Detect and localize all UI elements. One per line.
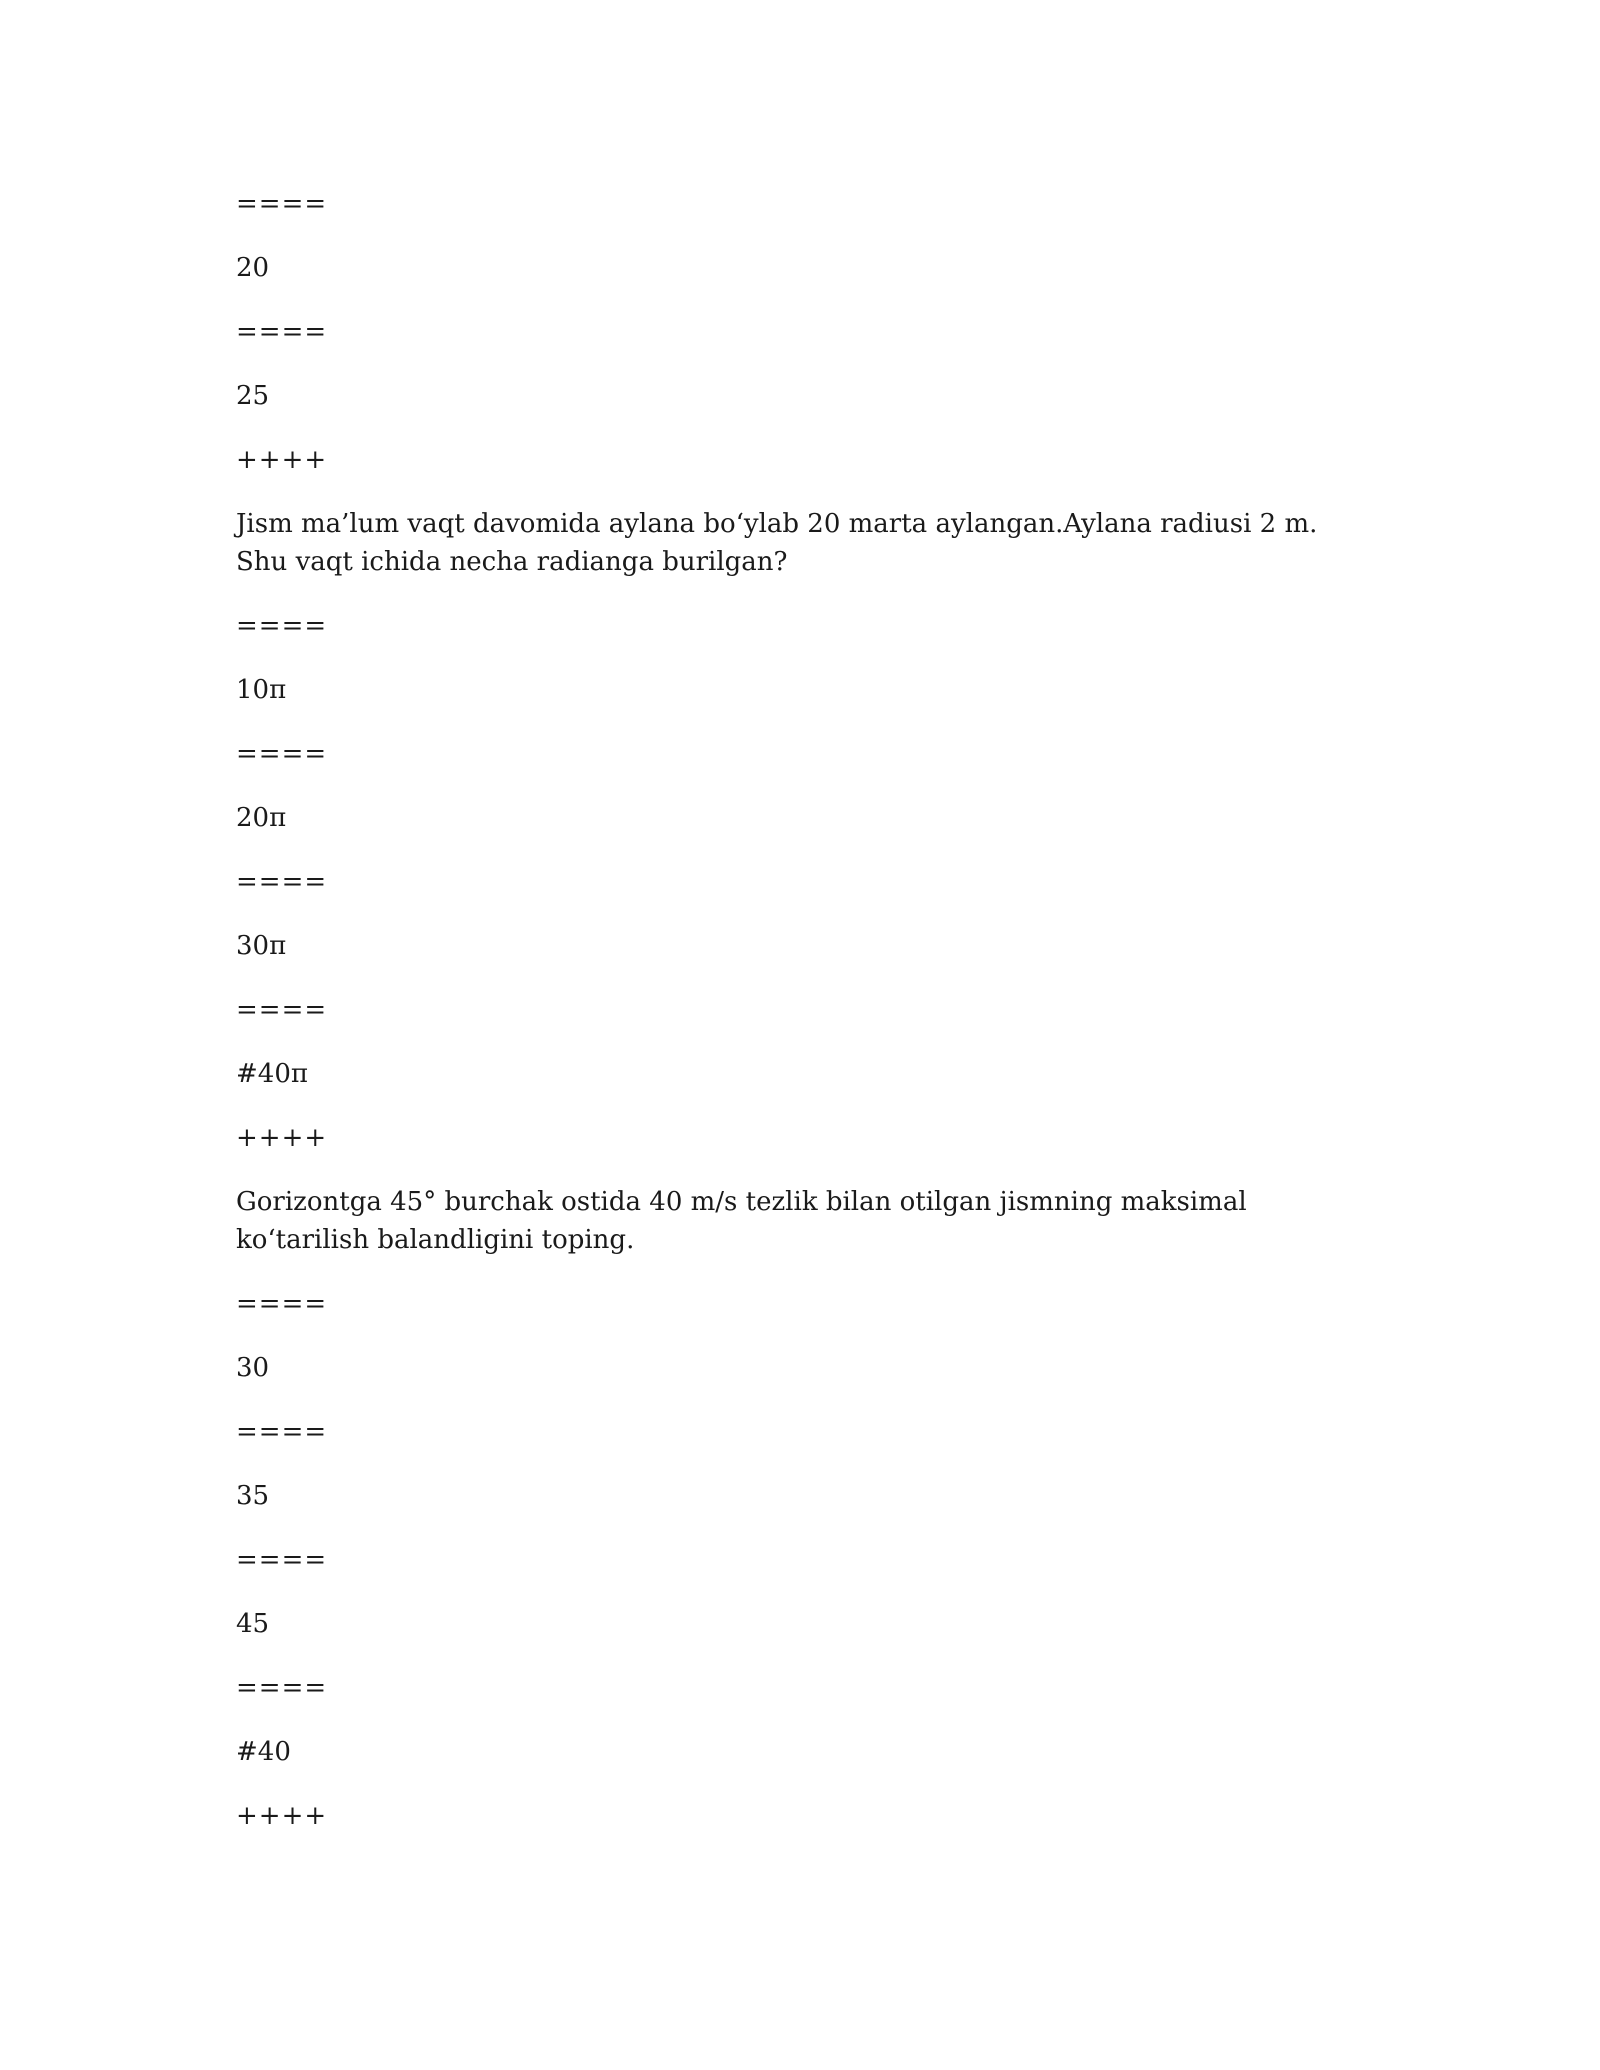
question-separator: ++++	[236, 1123, 328, 1153]
separator: ====	[236, 1417, 328, 1447]
separator: ====	[236, 317, 328, 347]
separator: ====	[236, 739, 328, 769]
answer-option: 20π	[236, 803, 287, 833]
question-separator: ++++	[236, 445, 328, 475]
answer-option: 20	[236, 253, 270, 283]
separator: ====	[236, 1545, 328, 1575]
separator: ====	[236, 1673, 328, 1703]
question-text: Jism ma’lum vaqt davomida aylana bo‘ylab 20 marta aylangan.Aylana radiusi 2 m. Shu vaqt ichida necha radianga burilgan?	[236, 509, 1318, 577]
document-content	[236, 185, 1356, 1861]
answer-option: 35	[236, 1481, 270, 1511]
separator: ====	[236, 995, 328, 1025]
separator: ====	[236, 1289, 328, 1319]
question-text: Gorizontga 45° burchak ostida 40 m/s tezlik bilan otilgan jismning maksimal ko‘tarilish balandligini toping.	[236, 1187, 1247, 1255]
answer-option-correct: #40π	[236, 1059, 308, 1089]
question-separator: ++++	[236, 1801, 328, 1831]
answer-option-correct: #40	[236, 1737, 291, 1767]
answer-option: 30π	[236, 931, 287, 961]
separator: ====	[236, 611, 328, 641]
answer-option: 25	[236, 381, 270, 411]
answer-option: 10π	[236, 675, 287, 705]
answer-option: 45	[236, 1609, 270, 1639]
answer-option: 30	[236, 1353, 270, 1383]
separator: ====	[236, 867, 328, 897]
separator: ====	[236, 189, 328, 219]
